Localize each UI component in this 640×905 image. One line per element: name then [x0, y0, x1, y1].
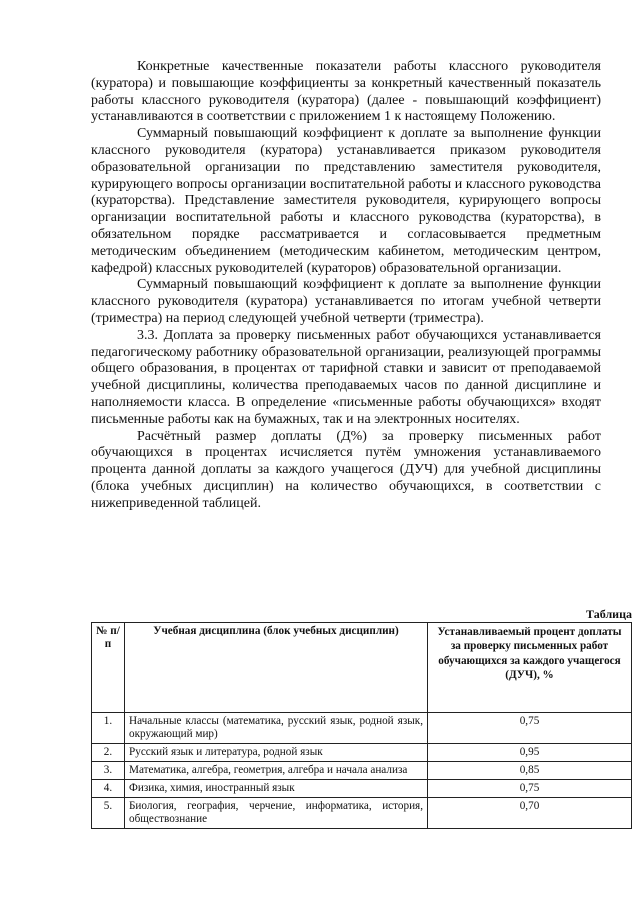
table-row	[92, 798, 632, 829]
row-rate: 0,70	[428, 798, 632, 829]
row-number: 4.	[92, 780, 125, 798]
paragraph-section-3-3: 3.3. Доплата за проверку письменных работ обучающихся устанавливается педагогическому работнику образовательной организации, реализующей программы общего образования, в процентах от тарифной ставки и зависит от преподаваемой учебной дисциплины, количества преподаваемых часов по данной дисциплине и наполняемости класса. В определение «письменные работы обучающихся» входят письменные работы как на бумажных, так и на электронных носителях.	[91, 327, 601, 427]
paragraph-total-coefficient-period: Суммарный повышающий коэффициент к доплате за выполнение функции классного руководителя (куратора) устанавливается по итогам учебной четверти (триместра) на период следующей учебной четверти (триместра).	[91, 277, 601, 326]
row-number: 2.	[92, 744, 125, 762]
row-subject: Русский язык и литература, родной язык	[125, 744, 428, 762]
row-number: 3.	[92, 762, 125, 780]
paragraph-quality-indicators: Конкретные качественные показатели работы классного руководителя (куратора) и повышающие коэффициенты за конкретный качественный показатель работы классного руководителя (куратора) (далее - повышающий коэффициент) устанавливаются в соответствии с приложением 1 к настоящему Положению.	[91, 59, 601, 125]
row-rate: 0,85	[428, 762, 632, 780]
row-subject: Биология, география, черчение, информатика, история, обществознание	[125, 798, 428, 829]
row-subject: Начальные классы (математика, русский язык, родной язык, окружающий мир)	[125, 713, 428, 744]
row-rate: 0,75	[428, 713, 632, 744]
row-number: 1.	[92, 713, 125, 744]
table-row	[92, 762, 632, 780]
document-body	[91, 59, 601, 513]
table-row	[92, 780, 632, 798]
row-rate: 0,95	[428, 744, 632, 762]
paragraph-calculation: Расчётный размер доплаты (Д%) за проверку письменных работ обучающихся в процентах исчисляется путём умножения устанавливаемого процента данной доплаты за каждого учащегося (ДУЧ) для учебной дисциплины (блока учебных дисциплин) на количество обучающихся, в соответствии с нижеприведенной таблицей.	[91, 428, 601, 511]
table-caption: Таблица	[586, 607, 632, 621]
row-subject: Математика, алгебра, геометрия, алгебра и начала анализа	[125, 762, 428, 780]
header-subject: Учебная дисциплина (блок учебных дисциплин)	[125, 623, 428, 713]
table-row	[92, 744, 632, 762]
table-row	[92, 713, 632, 744]
row-rate: 0,75	[428, 780, 632, 798]
rates-table	[91, 622, 632, 829]
paragraph-total-coefficient-order: Суммарный повышающий коэффициент к доплате за выполнение функции классного руководителя (куратора) устанавливается приказом руководителя образовательной организации по представлению заместителя руководителя, курирующего вопросы организации воспитательной работы и классного руководства (кураторства). Представление заместителя руководителя, курирующего вопросы организации воспитательной работы и классного руководства (кураторства), в обязательном порядке рассматривается и согласовывается предметным методическим объединением (методическим кабинетом, методическим центром, кафедрой) классных руководителей (кураторов) образовательной организации.	[91, 126, 601, 276]
row-number: 5.	[92, 798, 125, 829]
header-rate: Устанавливаемый процент доплаты за проверку письменных работ обучающихся за каждого учащегося (ДУЧ), %	[428, 623, 632, 713]
table-header-row	[92, 623, 632, 713]
header-number: № п/п	[92, 623, 125, 713]
row-subject: Физика, химия, иностранный язык	[125, 780, 428, 798]
